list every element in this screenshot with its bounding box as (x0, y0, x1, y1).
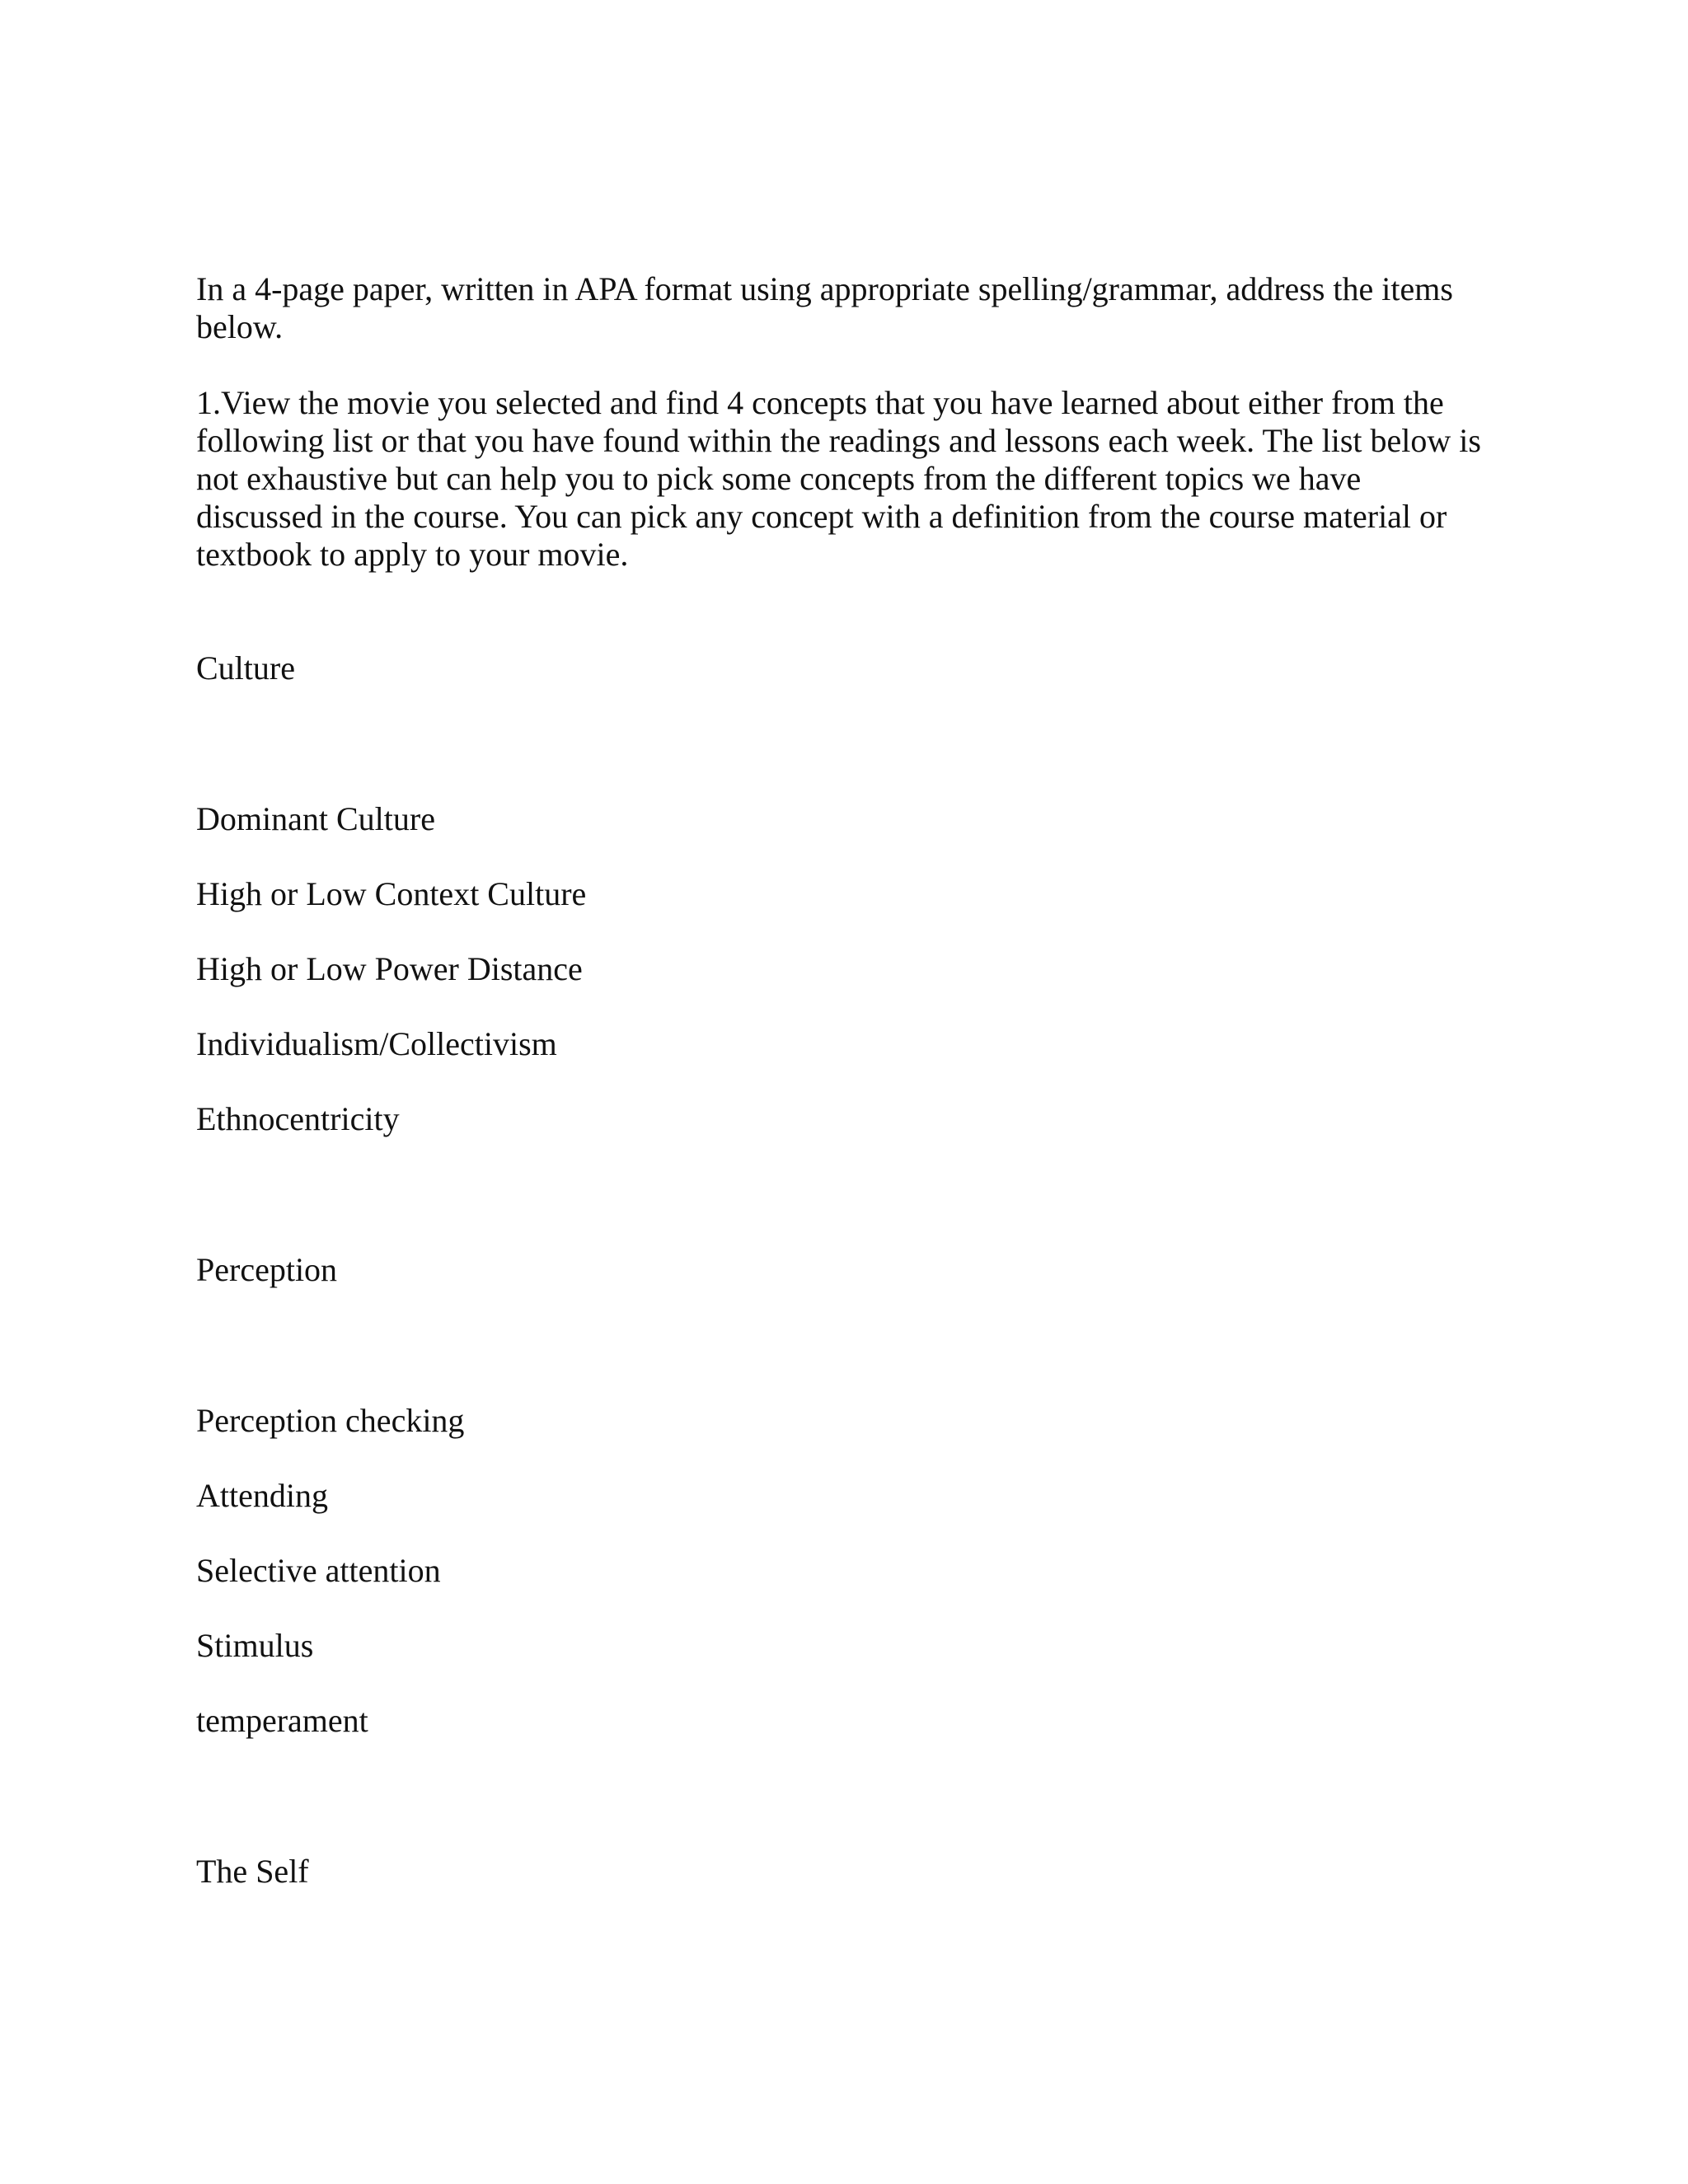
concept-ethnocentricity: Ethnocentricity (196, 1100, 400, 1137)
concept-attending: Attending (196, 1477, 328, 1514)
concept-individualism-collectivism: Individualism/Collectivism (196, 1025, 557, 1062)
document-body (196, 270, 1482, 1891)
concept-temperament: temperament (196, 1702, 368, 1739)
section-heading-the-self: The Self (196, 1853, 309, 1890)
concept-selective-attention: Selective attention (196, 1552, 441, 1589)
concept-perception-checking: Perception checking (196, 1402, 465, 1439)
concept-dominant-culture: Dominant Culture (196, 800, 435, 837)
concept-power-distance: High or Low Power Distance (196, 950, 583, 987)
section-heading-perception: Perception (196, 1251, 338, 1288)
concept-stimulus: Stimulus (196, 1627, 314, 1664)
instructions-paragraph: In a 4-page paper, written in APA format using appropriate spelling/grammar, address the items below. (196, 270, 1453, 345)
item-1-paragraph: 1.View the movie you selected and find 4 concepts that you have learned about either from the following list or that you have found within the readings and lessons each week. The list below is not exhaustive but can help you to pick some concepts from the different topics we have discussed in the course. You can pick any concept with a definition from the course material or textbook to apply to your movie. (196, 384, 1481, 573)
concept-context-culture: High or Low Context Culture (196, 875, 587, 912)
section-heading-culture: Culture (196, 649, 295, 687)
